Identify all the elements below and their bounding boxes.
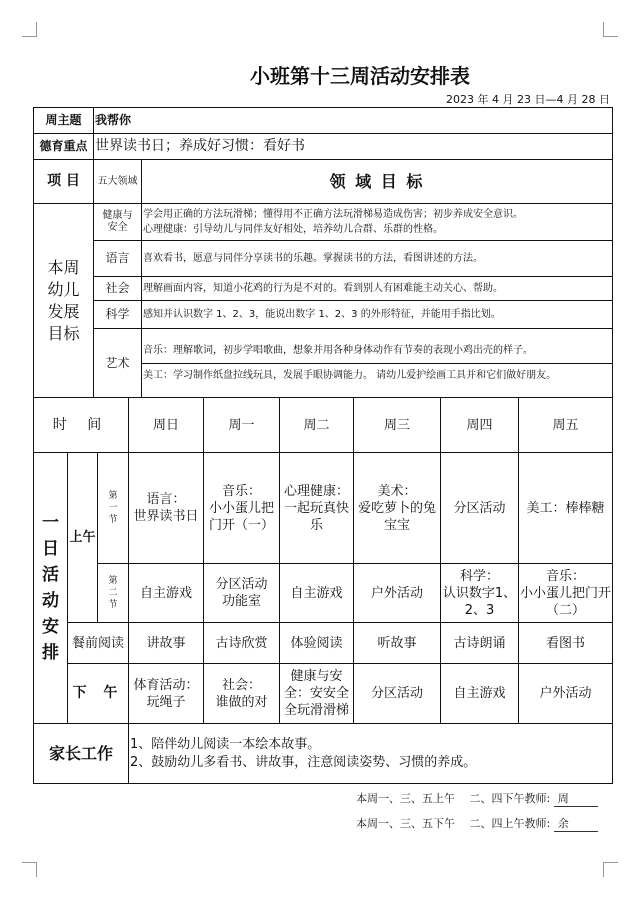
domain-label: 艺术 (94, 329, 142, 398)
activity-cell: 分区活动 (441, 453, 519, 564)
goals-label: 本周幼儿发展目标 (34, 204, 94, 398)
day-header: 周五 (519, 398, 613, 453)
period2-label: 第二节 (98, 564, 129, 623)
activity-cell: 音乐： 小小蛋儿把门开（一） (204, 453, 280, 564)
activity-cell: 美术： 爱吃萝卜的兔宝宝 (354, 453, 441, 564)
activity-cell: 看图书 (519, 623, 613, 664)
theme-label: 周主题 (34, 108, 94, 134)
activity-cell: 讲故事 (129, 623, 204, 664)
goal-line: 学会用正确的方法玩滑梯；懂得用不正确方法玩滑梯易造成伤害；初步养成安全意识。 (143, 209, 523, 220)
activity-cell: 自主游戏 (441, 664, 519, 724)
time-header: 时 间 (34, 398, 129, 453)
domain-label: 社会 (94, 277, 142, 301)
parent-work-label: 家长工作 (34, 724, 129, 784)
activity-cell: 音乐： 小小蛋儿把门开（二） (519, 564, 613, 623)
goal-line: 感知并认识数字 1、2、3，能说出数字 1、2、3 的外形特征，并能用手指比划。 (142, 301, 613, 329)
activity-cell: 分区活动 功能室 (204, 564, 280, 623)
domain-label: 语言 (94, 241, 142, 277)
domain-label: 科学 (94, 301, 142, 329)
page-title: 小班第十三周活动安排表 (250, 64, 470, 88)
activity-cell: 语言： 世界读书日 (129, 453, 204, 564)
period1-label: 第一节 (98, 453, 129, 564)
activity-cell: 美工：棒棒糖 (519, 453, 613, 564)
day-header: 周四 (441, 398, 519, 453)
parent-work-line: 2、鼓励幼儿多看书、讲故事，注意阅读姿势、习惯的养成。 (130, 754, 477, 770)
pre-meal-label: 餐前阅读 (68, 623, 129, 664)
domain-label: 健康与安全 (94, 204, 142, 241)
moral-label: 德育重点 (34, 134, 94, 160)
goals-table (33, 107, 613, 398)
activity-cell: 自主游戏 (280, 564, 354, 623)
item-header: 项 目 (34, 160, 94, 204)
day-header: 周三 (354, 398, 441, 453)
activity-cell: 古诗欣赏 (204, 623, 280, 664)
activity-cell: 社会： 谁做的对 (204, 664, 280, 724)
activity-cell: 户外活动 (354, 564, 441, 623)
teacher-name: 余 (554, 815, 598, 832)
day-header: 周日 (129, 398, 204, 453)
footer-line: 本周一、三、五上午 二、四下午教师: 周 (356, 790, 598, 807)
theme-value: 我帮你 (94, 108, 613, 134)
activity-cell: 户外活动 (519, 664, 613, 724)
activity-cell: 心理健康： 一起玩真快乐 (280, 453, 354, 564)
activity-cell: 健康与安全：安安全全玩滑滑梯 (280, 664, 354, 724)
parent-work-line: 1、陪伴幼儿阅读一本绘本故事。 (130, 736, 321, 752)
schedule-table (33, 397, 613, 784)
crop-mark (22, 22, 37, 37)
moral-value: 世界读书日；养成好习惯：看好书 (94, 134, 613, 160)
activity-cell: 体育活动： 玩绳子 (129, 664, 204, 724)
date-range: 2023 年 4 月 23 日—4 月 28 日 (446, 93, 610, 106)
crop-mark (22, 862, 37, 877)
teacher-name: 周 (554, 790, 598, 807)
goal-line: 音乐：理解歌词，初步学唱歌曲，想象并用各种身体动作有节奏的表现小鸡出壳的样子。 (142, 339, 612, 364)
footer-line: 本周一、三、五下午 二、四上午教师: 余 (356, 815, 598, 832)
day-header: 周二 (280, 398, 354, 453)
goals-header: 领 域 目 标 (142, 160, 613, 204)
goal-line: 理解画面内容，知道小花鸡的行为是不对的。看到别人有困难能主动关心、帮助。 (142, 277, 613, 301)
domains-header: 五大领域 (94, 160, 142, 204)
activity-cell: 体验阅读 (280, 623, 354, 664)
crop-mark (603, 862, 618, 877)
crop-mark (603, 22, 618, 37)
activity-cell: 分区活动 (354, 664, 441, 724)
goal-line: 心理健康：引导幼儿与同伴友好相处，培养幼儿合群、乐群的性格。 (143, 224, 443, 235)
morning-label: 上午 (68, 453, 98, 623)
goal-line: 美工：学习制作纸盘拉线玩具，发展手眼协调能力。 请幼儿爱护绘画工具并和它们做好朋友。 (143, 369, 557, 381)
activity-cell: 听故事 (354, 623, 441, 664)
day-header: 周一 (204, 398, 280, 453)
goal-line: 喜欢看书，愿意与同伴分享读书的乐趣。掌握读书的方法，看图讲述的方法。 (142, 241, 613, 277)
activity-cell: 自主游戏 (129, 564, 204, 623)
afternoon-label: 下 午 (68, 664, 129, 724)
daily-schedule-label: 一日活动安排 (34, 453, 68, 724)
activity-cell: 科学： 认识数字1、2、3 (441, 564, 519, 623)
activity-cell: 古诗朗诵 (441, 623, 519, 664)
